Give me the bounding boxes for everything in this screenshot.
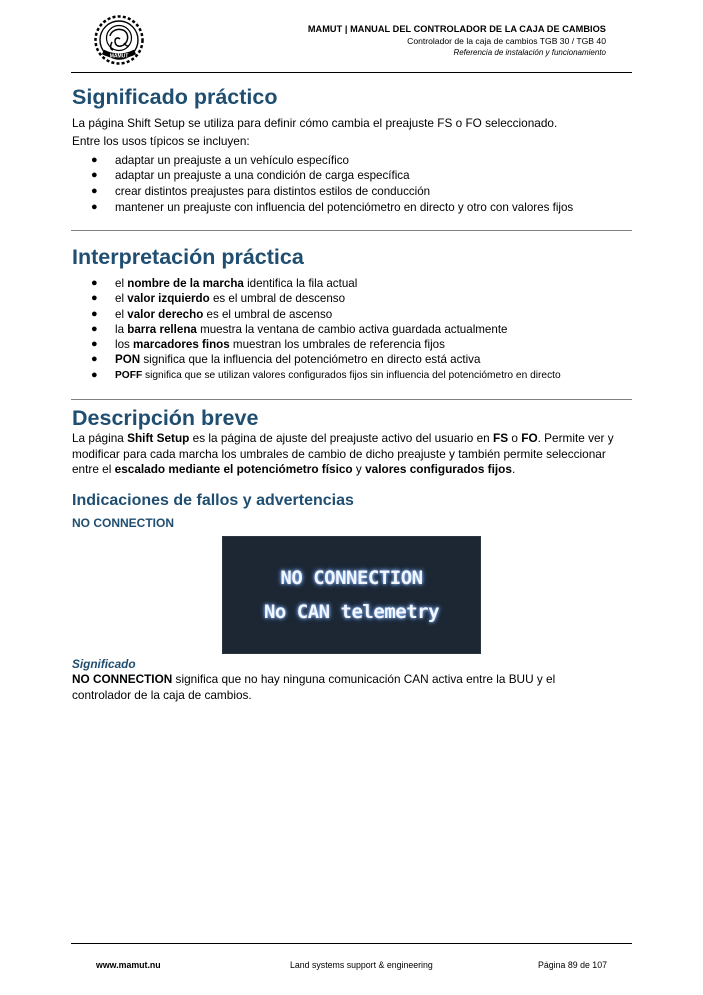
list-item: ● la barra rellena muestra la ventana de cambio activa guardada actualmente — [91, 322, 508, 336]
footer-page-number: Página 89 de 107 — [538, 960, 607, 970]
heading-interpretacion-practica: Interpretación práctica — [72, 245, 304, 269]
section-divider — [71, 230, 632, 231]
fault-code-title: NO CONNECTION — [72, 516, 174, 530]
list-item: ● el valor izquierdo es el umbral de descenso — [91, 292, 346, 306]
list-item: ● los marcadores finos muestran los umbrales de referencia fijos — [91, 338, 445, 352]
header-subtitle: Controlador de la caja de cambios TGB 30 / TGB 40 — [407, 36, 606, 46]
footer-website-link[interactable]: www.mamut.nu — [96, 960, 161, 970]
section-divider — [71, 399, 632, 400]
heading-descripcion-breve: Descripción breve — [72, 406, 259, 430]
list-item: ● PON significa que la influencia del potenciómetro en directo está activa — [91, 353, 481, 367]
list-item: ● adaptar un preajuste a un vehículo específico — [91, 154, 349, 167]
heading-significado-practico: Significado práctico — [72, 85, 278, 109]
list-item: ● crear distintos preajustes para distintos estilos de conducción — [91, 184, 431, 198]
list-item: ● el nombre de la marcha identifica la fila actual — [91, 277, 358, 290]
lcd-screenshot — [222, 536, 481, 654]
header-rule — [71, 72, 632, 73]
list-item: ● mantener un preajuste con influencia del potenciómetro en directo y otro con valores fijos — [91, 200, 574, 214]
list-item: ● el valor derecho es el umbral de ascenso — [91, 307, 333, 321]
page-header — [308, 23, 606, 59]
s1-paragraph-2: Entre los usos típicos se incluyen: — [72, 134, 250, 148]
list-item: ● POFF significa que se utilizan valores configurados fijos sin influencia del potenciómetro en directo — [91, 368, 561, 381]
lcd-line-1: NO CONNECTION — [280, 567, 423, 589]
meaning-label: Significado — [72, 657, 136, 671]
heading-indicaciones: Indicaciones de fallos y advertencias — [72, 492, 354, 509]
s2-bullet-list — [72, 276, 561, 383]
meaning-paragraph: NO CONNECTION significa que no hay ninguna comunicación CAN activa entre la BUU y el controlador de la caja de cambios. — [72, 672, 556, 702]
s1-bullet-list — [72, 153, 573, 215]
footer-rule — [71, 943, 632, 944]
s1-paragraph-1: La página Shift Setup se utiliza para definir cómo cambia el preajuste FS o FO seleccionado. — [72, 116, 558, 130]
lcd-line-2: No CAN telemetry — [263, 601, 440, 623]
s3-paragraph: La página Shift Setup es la página de ajuste del preajuste activo del usuario en FS o FO. Permite ver y modificar para cada marcha los umbrales de cambio de dicho preajuste y también permite seleccionar entre el escalado mediante el potenciómetro físico y valores configurados fijos. — [72, 431, 614, 476]
header-title: MAMUT | MANUAL DEL CONTROLADOR DE LA CAJA DE CAMBIOS — [307, 24, 606, 34]
footer-tagline: Land systems support & engineering — [290, 960, 433, 970]
header-subsubtitle: Referencia de instalación y funcionamiento — [453, 48, 606, 57]
svg-text:MAMUT: MAMUT — [109, 53, 129, 60]
mamut-logo — [93, 14, 145, 66]
list-item: ● adaptar un preajuste a una condición de carga específica — [91, 169, 410, 183]
